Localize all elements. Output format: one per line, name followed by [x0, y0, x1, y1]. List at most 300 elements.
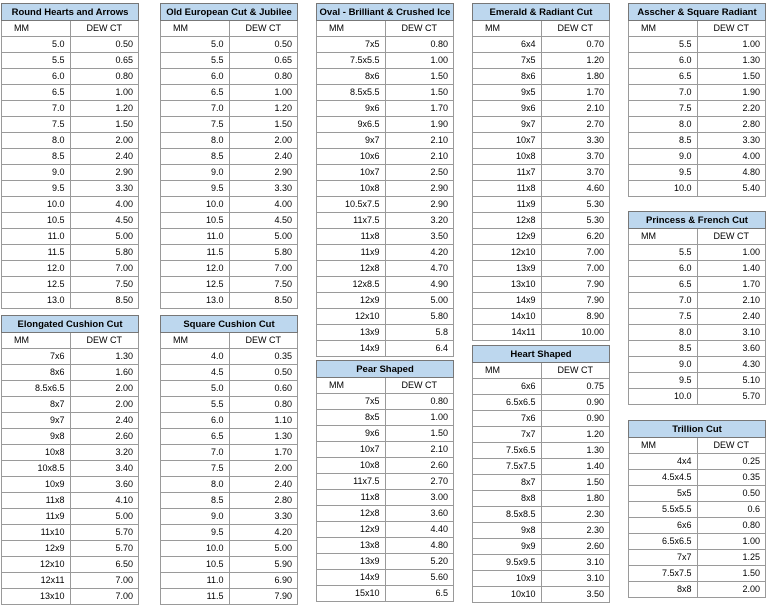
size-mm-cell: 9x8 [2, 429, 71, 445]
table-row [473, 101, 610, 117]
dew-ct-cell: 1.50 [385, 69, 454, 85]
table-row [317, 474, 454, 490]
size-mm-cell: 9.0 [161, 509, 230, 525]
dew-ct-cell: 2.20 [697, 101, 766, 117]
dew-ct-cell: 1.20 [229, 101, 298, 117]
dew-ct-cell: 1.00 [385, 53, 454, 69]
size-mm-cell: 7x5 [317, 37, 386, 53]
column-header-mm: MM [2, 21, 71, 37]
dew-ct-cell: 3.30 [697, 133, 766, 149]
table-row [161, 37, 298, 53]
size-mm-cell: 4x4 [629, 454, 698, 470]
table-row [2, 85, 139, 101]
size-mm-cell: 13x10 [473, 277, 542, 293]
dew-ct-cell: 0.65 [70, 53, 139, 69]
table-row [629, 470, 766, 486]
dew-ct-cell: 2.70 [385, 474, 454, 490]
dew-ct-cell: 5.00 [229, 541, 298, 557]
table-row [317, 506, 454, 522]
table-row [2, 293, 139, 309]
table-row [2, 557, 139, 573]
dew-ct-cell: 4.00 [229, 197, 298, 213]
dew-ct-cell: 1.40 [541, 459, 610, 475]
dew-ct-cell: 5.40 [697, 181, 766, 197]
dew-ct-cell: 3.30 [229, 509, 298, 525]
table-row [473, 395, 610, 411]
table-row [473, 523, 610, 539]
dew-ct-cell: 0.75 [541, 379, 610, 395]
dew-ct-cell: 2.00 [70, 397, 139, 413]
dew-ct-cell: 0.35 [229, 349, 298, 365]
table-row [629, 486, 766, 502]
table-row [629, 309, 766, 325]
dew-ct-cell: 5.20 [385, 554, 454, 570]
dew-ct-cell: 2.80 [697, 117, 766, 133]
dew-ct-cell: 0.6 [697, 502, 766, 518]
dew-ct-cell: 1.50 [70, 117, 139, 133]
dew-ct-cell: 7.90 [541, 277, 610, 293]
size-mm-cell: 6.0 [2, 69, 71, 85]
dew-ct-cell: 0.50 [70, 37, 139, 53]
table-row [2, 365, 139, 381]
size-mm-cell: 7.5 [161, 461, 230, 477]
dew-ct-cell: 1.40 [697, 261, 766, 277]
table-row [629, 373, 766, 389]
table-row [2, 493, 139, 509]
size-mm-cell: 9.5x9.5 [473, 555, 542, 571]
table-row [161, 213, 298, 229]
dew-ct-cell: 1.90 [385, 117, 454, 133]
size-mm-cell: 13.0 [2, 293, 71, 309]
table-row [629, 518, 766, 534]
table-row [2, 413, 139, 429]
size-mm-cell: 10x6 [317, 149, 386, 165]
table-row [473, 165, 610, 181]
table-title: Elongated Cushion Cut [2, 316, 139, 333]
table-row [161, 149, 298, 165]
table-row [473, 555, 610, 571]
table-row [473, 213, 610, 229]
dew-ct-cell: 1.50 [229, 117, 298, 133]
table-row [2, 261, 139, 277]
column-header-mm: MM [161, 333, 230, 349]
column-header-mm: MM [317, 21, 386, 37]
size-mm-cell: 7.5x7.5 [629, 566, 698, 582]
table-row [317, 325, 454, 341]
size-mm-cell: 6.0 [629, 53, 698, 69]
size-mm-cell: 8.0 [161, 133, 230, 149]
size-mm-cell: 8.5 [629, 133, 698, 149]
size-mm-cell: 10x7 [473, 133, 542, 149]
table-row [473, 459, 610, 475]
dew-ct-cell: 4.00 [697, 149, 766, 165]
table-row [317, 229, 454, 245]
size-mm-cell: 10x7 [317, 442, 386, 458]
size-mm-cell: 10.0 [161, 541, 230, 557]
dew-ct-cell: 3.60 [385, 506, 454, 522]
size-mm-cell: 12x8 [317, 506, 386, 522]
table-row [317, 442, 454, 458]
dew-ct-cell: 1.20 [541, 53, 610, 69]
dew-ct-cell: 4.60 [541, 181, 610, 197]
dew-ct-cell: 1.30 [229, 429, 298, 445]
dew-ct-cell: 1.20 [541, 427, 610, 443]
dew-ct-cell: 5.30 [541, 213, 610, 229]
size-mm-cell: 10x8.5 [2, 461, 71, 477]
dew-ct-cell: 6.50 [70, 557, 139, 573]
table-row [317, 426, 454, 442]
column-header-mm: MM [629, 229, 698, 245]
dew-ct-cell: 5.60 [385, 570, 454, 586]
table-row [629, 277, 766, 293]
column-header-dew-ct: DEW CT [229, 333, 298, 349]
size-mm-cell: 6.5x6.5 [629, 534, 698, 550]
dew-ct-cell: 2.90 [385, 181, 454, 197]
size-mm-cell: 6.5x6.5 [473, 395, 542, 411]
dew-ct-cell: 0.80 [697, 518, 766, 534]
dew-ct-cell: 6.5 [385, 586, 454, 602]
table-row [2, 37, 139, 53]
size-mm-cell: 6.0 [161, 413, 230, 429]
table-title: Square Cushion Cut [161, 316, 298, 333]
dew-ct-cell: 2.10 [697, 293, 766, 309]
table-row [2, 509, 139, 525]
table-row [2, 573, 139, 589]
size-mm-cell: 11x9 [473, 197, 542, 213]
table-row [161, 557, 298, 573]
table-row [2, 381, 139, 397]
size-mm-cell: 9x5 [473, 85, 542, 101]
table-pear-shaped [316, 360, 454, 602]
size-mm-cell: 6.0 [161, 69, 230, 85]
dew-ct-cell: 2.00 [697, 582, 766, 598]
size-mm-cell: 7.0 [161, 101, 230, 117]
size-mm-cell: 8x5 [317, 410, 386, 426]
table-princess-french-cut [628, 211, 766, 405]
dew-ct-cell: 2.60 [541, 539, 610, 555]
size-mm-cell: 10.5 [161, 557, 230, 573]
dew-ct-cell: 0.50 [229, 365, 298, 381]
dew-ct-cell: 7.90 [541, 293, 610, 309]
table-row [317, 341, 454, 357]
dew-ct-cell: 7.50 [229, 277, 298, 293]
dew-ct-cell: 2.90 [70, 165, 139, 181]
size-mm-cell: 7x7 [473, 427, 542, 443]
size-mm-cell: 8x7 [473, 475, 542, 491]
table-elongated-cushion-cut [1, 315, 139, 605]
table-row [161, 589, 298, 605]
table-title: Round Hearts and Arrows [2, 4, 139, 21]
table-row [2, 117, 139, 133]
table-row [473, 69, 610, 85]
dew-ct-cell: 0.60 [229, 381, 298, 397]
dew-ct-cell: 5.30 [541, 197, 610, 213]
table-row [629, 181, 766, 197]
table-row [317, 181, 454, 197]
size-mm-cell: 9x6 [317, 101, 386, 117]
dew-ct-cell: 0.65 [229, 53, 298, 69]
table-row [473, 245, 610, 261]
dew-ct-cell: 2.60 [385, 458, 454, 474]
dew-ct-cell: 6.4 [385, 341, 454, 357]
table-row [317, 149, 454, 165]
size-mm-cell: 6.5 [161, 429, 230, 445]
table-old-european-cut-jubilee [160, 3, 298, 309]
dew-ct-cell: 7.00 [229, 261, 298, 277]
table-row [161, 381, 298, 397]
table-row [473, 411, 610, 427]
table-row [629, 85, 766, 101]
size-mm-cell: 7.5x5.5 [317, 53, 386, 69]
size-mm-cell: 9.0 [629, 357, 698, 373]
table-row [629, 582, 766, 598]
dew-ct-cell: 3.60 [697, 341, 766, 357]
dew-ct-cell: 4.50 [229, 213, 298, 229]
size-mm-cell: 5.5 [161, 397, 230, 413]
table-row [317, 261, 454, 277]
table-row [629, 261, 766, 277]
table-row [2, 149, 139, 165]
dew-ct-cell: 5.70 [697, 389, 766, 405]
table-row [2, 245, 139, 261]
size-mm-cell: 9x7 [473, 117, 542, 133]
dew-ct-cell: 4.20 [385, 245, 454, 261]
column-header-mm: MM [629, 438, 698, 454]
size-mm-cell: 11x7.5 [317, 213, 386, 229]
table-row [317, 197, 454, 213]
table-row [317, 133, 454, 149]
table-row [317, 213, 454, 229]
table-row [473, 443, 610, 459]
table-row [2, 133, 139, 149]
dew-ct-cell: 0.50 [697, 486, 766, 502]
size-mm-cell: 9x6 [317, 426, 386, 442]
dew-ct-cell: 0.80 [385, 394, 454, 410]
dew-ct-cell: 1.25 [697, 550, 766, 566]
table-row [161, 69, 298, 85]
table-row [2, 101, 139, 117]
table-row [161, 133, 298, 149]
dew-ct-cell: 3.00 [385, 490, 454, 506]
table-row [2, 69, 139, 85]
dew-ct-cell: 0.80 [385, 37, 454, 53]
size-mm-cell: 10.5 [161, 213, 230, 229]
table-trillion-cut [628, 420, 766, 598]
dew-ct-cell: 4.20 [229, 525, 298, 541]
size-mm-cell: 12.0 [2, 261, 71, 277]
table-row [161, 429, 298, 445]
table-row [473, 117, 610, 133]
dew-ct-cell: 2.10 [385, 133, 454, 149]
size-mm-cell: 11x8 [317, 490, 386, 506]
size-mm-cell: 11x10 [2, 525, 71, 541]
size-mm-cell: 9.0 [2, 165, 71, 181]
dew-ct-cell: 5.80 [385, 309, 454, 325]
dew-ct-cell: 0.50 [229, 37, 298, 53]
dew-ct-cell: 7.00 [70, 589, 139, 605]
dew-ct-cell: 1.30 [541, 443, 610, 459]
size-mm-cell: 8x6 [2, 365, 71, 381]
column-header-mm: MM [629, 21, 698, 37]
table-row [161, 261, 298, 277]
size-mm-cell: 7x6 [473, 411, 542, 427]
size-mm-cell: 11.0 [161, 229, 230, 245]
table-row [473, 491, 610, 507]
size-mm-cell: 7.0 [2, 101, 71, 117]
table-emerald-radiant-cut [472, 3, 610, 341]
dew-ct-cell: 0.90 [541, 395, 610, 411]
size-mm-cell: 11x8 [317, 229, 386, 245]
dew-ct-cell: 1.00 [697, 37, 766, 53]
dew-ct-cell: 2.60 [70, 429, 139, 445]
size-mm-cell: 9x8 [473, 523, 542, 539]
dew-ct-cell: 10.00 [541, 325, 610, 341]
size-mm-cell: 10x7 [317, 165, 386, 181]
size-mm-cell: 7x6 [2, 349, 71, 365]
dew-ct-cell: 1.80 [541, 69, 610, 85]
size-mm-cell: 10.5x7.5 [317, 197, 386, 213]
table-row [2, 197, 139, 213]
dew-ct-cell: 5.70 [70, 541, 139, 557]
dew-ct-cell: 5.00 [70, 229, 139, 245]
dew-ct-cell: 5.00 [385, 293, 454, 309]
dew-ct-cell: 1.00 [70, 85, 139, 101]
column-header-mm: MM [473, 21, 542, 37]
table-row [317, 458, 454, 474]
dew-ct-cell: 2.00 [70, 381, 139, 397]
size-mm-cell: 12x9 [2, 541, 71, 557]
table-asscher-square-radiant [628, 3, 766, 197]
dew-ct-cell: 0.35 [697, 470, 766, 486]
dew-ct-cell: 1.00 [385, 410, 454, 426]
dew-ct-cell: 3.70 [541, 149, 610, 165]
table-row [317, 538, 454, 554]
dew-ct-cell: 1.30 [697, 53, 766, 69]
dew-ct-cell: 3.10 [541, 571, 610, 587]
size-mm-cell: 7.5 [161, 117, 230, 133]
dew-ct-cell: 2.40 [70, 149, 139, 165]
dew-ct-cell: 7.00 [70, 573, 139, 589]
size-mm-cell: 9.0 [161, 165, 230, 181]
size-mm-cell: 14x10 [473, 309, 542, 325]
table-row [317, 37, 454, 53]
dew-ct-cell: 2.10 [541, 101, 610, 117]
dew-ct-cell: 1.50 [541, 475, 610, 491]
size-mm-cell: 5.5 [161, 53, 230, 69]
size-mm-cell: 9x7 [2, 413, 71, 429]
dew-ct-cell: 3.60 [70, 477, 139, 493]
size-mm-cell: 5.5 [629, 245, 698, 261]
size-mm-cell: 9.5 [629, 373, 698, 389]
size-mm-cell: 10x9 [473, 571, 542, 587]
table-row [2, 165, 139, 181]
size-mm-cell: 14x11 [473, 325, 542, 341]
size-mm-cell: 9x9 [473, 539, 542, 555]
table-row [629, 341, 766, 357]
table-row [161, 365, 298, 381]
dew-ct-cell: 1.00 [697, 534, 766, 550]
size-mm-cell: 7.0 [629, 293, 698, 309]
table-row [161, 397, 298, 413]
dew-ct-cell: 2.40 [229, 149, 298, 165]
size-mm-cell: 12.5 [161, 277, 230, 293]
size-mm-cell: 5.0 [161, 37, 230, 53]
table-row [629, 325, 766, 341]
size-mm-cell: 10x8 [317, 458, 386, 474]
size-mm-cell: 6.5 [629, 69, 698, 85]
table-row [161, 85, 298, 101]
table-row [473, 197, 610, 213]
dew-ct-cell: 1.50 [697, 69, 766, 85]
size-mm-cell: 6.5 [161, 85, 230, 101]
size-mm-cell: 9.5 [2, 181, 71, 197]
size-mm-cell: 10x8 [317, 181, 386, 197]
size-mm-cell: 8x7 [2, 397, 71, 413]
dew-ct-cell: 8.90 [541, 309, 610, 325]
size-mm-cell: 11x9 [317, 245, 386, 261]
dew-ct-cell: 0.80 [229, 397, 298, 413]
dew-ct-cell: 7.90 [229, 589, 298, 605]
size-mm-cell: 10x10 [473, 587, 542, 603]
size-mm-cell: 14x9 [473, 293, 542, 309]
size-mm-cell: 9.5 [161, 525, 230, 541]
column-header-dew-ct: DEW CT [70, 21, 139, 37]
size-mm-cell: 8.0 [161, 477, 230, 493]
table-row [317, 69, 454, 85]
dew-ct-cell: 1.30 [70, 349, 139, 365]
dew-ct-cell: 3.50 [541, 587, 610, 603]
dew-ct-cell: 3.20 [385, 213, 454, 229]
table-row [473, 261, 610, 277]
size-mm-cell: 8x8 [473, 491, 542, 507]
table-row [161, 541, 298, 557]
size-mm-cell: 9.5 [629, 165, 698, 181]
dew-ct-cell: 4.70 [385, 261, 454, 277]
table-row [2, 541, 139, 557]
table-row [629, 69, 766, 85]
size-mm-cell: 9x6 [473, 101, 542, 117]
size-mm-cell: 5.0 [161, 381, 230, 397]
column-header-dew-ct: DEW CT [385, 21, 454, 37]
table-row [161, 461, 298, 477]
size-mm-cell: 10x8 [473, 149, 542, 165]
size-mm-cell: 6x6 [473, 379, 542, 395]
column-header-dew-ct: DEW CT [697, 229, 766, 245]
dew-ct-cell: 2.00 [229, 133, 298, 149]
column-header-dew-ct: DEW CT [385, 378, 454, 394]
size-mm-cell: 10.0 [629, 389, 698, 405]
table-row [473, 149, 610, 165]
table-row [629, 534, 766, 550]
table-row [2, 589, 139, 605]
dew-ct-cell: 4.90 [385, 277, 454, 293]
size-mm-cell: 8x6 [473, 69, 542, 85]
dew-ct-cell: 0.80 [70, 69, 139, 85]
table-row [473, 85, 610, 101]
size-mm-cell: 12x8 [473, 213, 542, 229]
dew-ct-cell: 3.30 [70, 181, 139, 197]
size-mm-cell: 6.0 [629, 261, 698, 277]
table-row [317, 410, 454, 426]
table-row [2, 53, 139, 69]
size-mm-cell: 8x8 [629, 582, 698, 598]
dew-ct-cell: 6.20 [541, 229, 610, 245]
size-mm-cell: 12x9 [317, 522, 386, 538]
table-row [317, 277, 454, 293]
size-mm-cell: 11.5 [161, 589, 230, 605]
table-row [317, 554, 454, 570]
dew-ct-cell: 3.30 [541, 133, 610, 149]
